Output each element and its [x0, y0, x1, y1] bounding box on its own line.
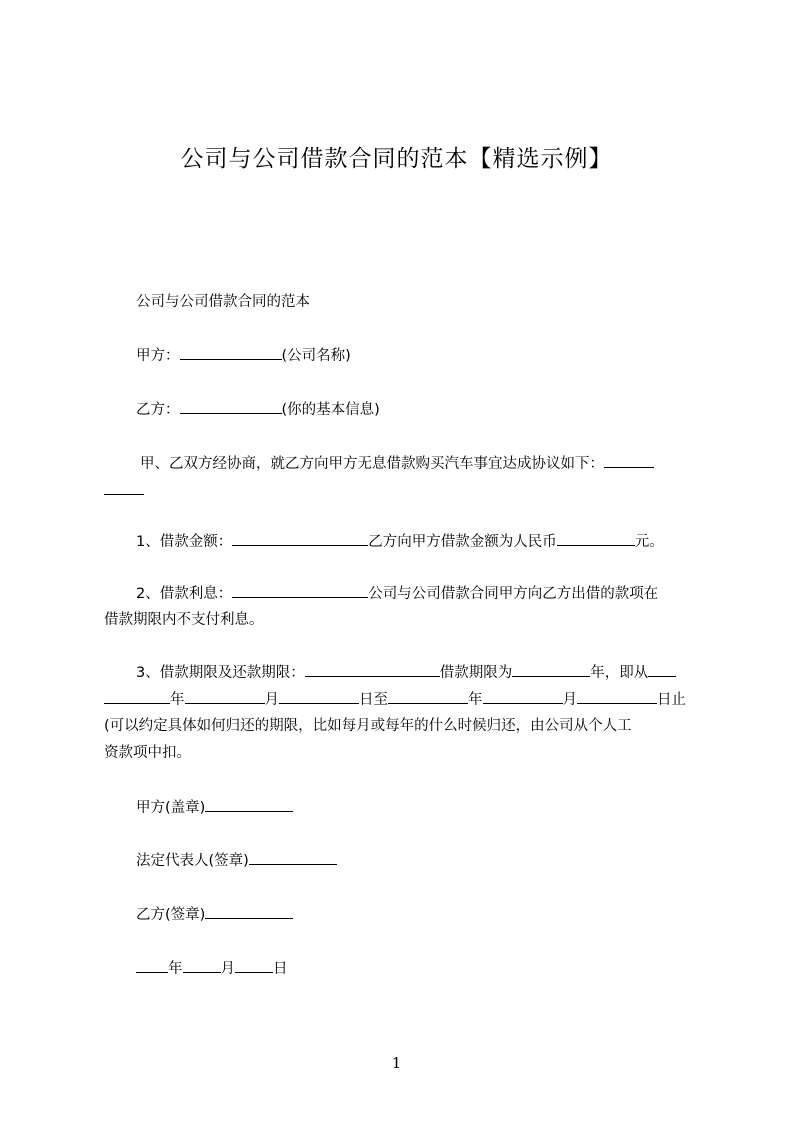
sign-representative [136, 850, 337, 871]
clause-3-note-2: 资款项中扣。 [104, 745, 191, 761]
contract-subtitle [136, 292, 310, 312]
date-year-label: 年 [168, 961, 183, 977]
clause-2-text-2: 借款期限内不支付利息。 [104, 612, 264, 628]
clause-3-line-2 [104, 689, 686, 710]
party-a-label: 甲方： [136, 348, 180, 364]
preamble-blank-1[interactable] [604, 453, 654, 468]
clause-1-end: 元。 [634, 534, 664, 550]
clause-3-y: 年 [170, 692, 185, 708]
from-blank-1[interactable] [648, 662, 676, 677]
clause-3-m2: 月 [562, 692, 577, 708]
preamble-blank-2[interactable] [104, 480, 144, 495]
sign-party-a [136, 797, 293, 818]
clause-2-label: 2、借款利息： [136, 586, 233, 602]
sign-party-a-label: 甲方(盖章) [136, 800, 206, 816]
clause-3-label: 3、借款期限及还款期限： [136, 665, 305, 681]
sign-party-b-label: 乙方(签章) [136, 907, 206, 923]
clause-3-year: 年，即从 [590, 665, 649, 681]
sign-party-b [136, 904, 293, 925]
party-b-blank[interactable] [180, 399, 282, 414]
clause-3-m: 月 [264, 692, 279, 708]
start-day-blank[interactable] [279, 689, 359, 704]
end-year-blank[interactable] [388, 689, 468, 704]
clause-3-line-4 [104, 743, 191, 763]
document-title: 公司与公司借款合同的范本【精选示例】 [180, 146, 613, 172]
term-years-blank[interactable] [512, 662, 590, 677]
date-day-blank[interactable] [235, 958, 273, 973]
party-a-line [136, 345, 351, 366]
sign-date [136, 958, 288, 979]
clause-3 [136, 662, 676, 683]
loan-amount-blank[interactable] [232, 531, 368, 546]
party-b-label: 乙方： [136, 402, 180, 418]
sign-representative-label: 法定代表人(签章) [136, 853, 249, 869]
date-month-label: 月 [220, 961, 235, 977]
clause-3-d-end: 日止 [657, 692, 686, 708]
party-b-line [136, 399, 380, 420]
clause-3-note-1: (可以约定具体如何归还的期限，比如每月或每年的什么时候归还，由公司从个人工 [104, 718, 632, 734]
page-number: 1 [391, 1054, 402, 1072]
date-month-blank[interactable] [183, 958, 221, 973]
rmb-amount-blank[interactable] [557, 531, 635, 546]
clause-3-d-to: 日至 [359, 692, 388, 708]
end-month-blank[interactable] [483, 689, 563, 704]
sign-party-b-blank[interactable] [205, 904, 293, 919]
clause-1-label: 1、借款金额： [136, 534, 233, 550]
sign-representative-blank[interactable] [249, 850, 337, 865]
interest-blank[interactable] [232, 583, 368, 598]
party-a-note: (公司名称) [281, 348, 351, 364]
clause-2-line-2 [104, 610, 264, 630]
preamble-text: 甲、乙双方经协商，就乙方向甲方无息借款购买汽车事宜达成协议如下： [140, 456, 604, 472]
preamble-line-2 [104, 480, 144, 501]
end-day-blank[interactable] [577, 689, 657, 704]
clause-1-text: 乙方向甲方借款金额为人民币 [368, 534, 557, 550]
clause-3-line-3 [104, 716, 632, 736]
clause-3-y2: 年 [468, 692, 483, 708]
party-a-blank[interactable] [180, 345, 282, 360]
clause-2 [136, 583, 658, 604]
clause-1 [136, 531, 664, 552]
term-blank[interactable] [305, 662, 440, 677]
party-b-note: (你的基本信息) [281, 402, 380, 418]
preamble-line [140, 453, 654, 474]
subtitle-text: 公司与公司借款合同的范本 [136, 294, 310, 310]
clause-3-text: 借款期限为 [439, 665, 513, 681]
clause-2-text: 公司与公司借款合同甲方向乙方出借的款项在 [368, 586, 659, 602]
date-day-label: 日 [273, 961, 288, 977]
start-month-blank[interactable] [185, 689, 265, 704]
date-year-blank[interactable] [136, 958, 168, 973]
sign-party-a-blank[interactable] [205, 797, 293, 812]
start-year-blank[interactable] [104, 689, 170, 704]
